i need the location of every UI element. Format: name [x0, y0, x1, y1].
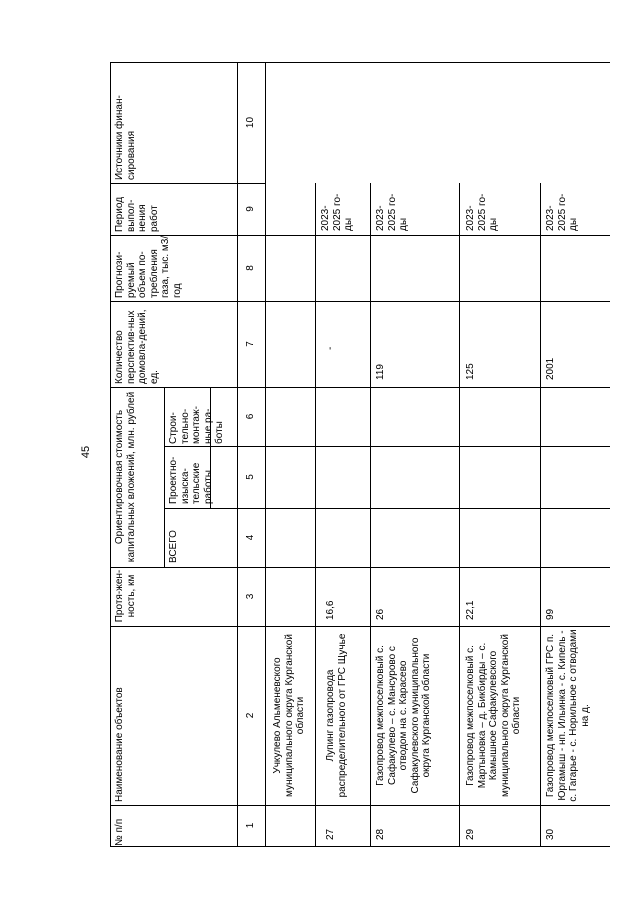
row-name: Газопровод межпоселковый с. Сафакулево – с. Мансурово с отводом на с. Карасево Сафакулевского муниципального округа Курганской области — [375, 637, 432, 794]
table-rule — [315, 183, 316, 846]
table-rule — [110, 62, 610, 63]
col-number: 6 — [245, 413, 256, 420]
header-sources: Источники финан-сирования — [114, 95, 137, 180]
col-number: 10 — [245, 116, 256, 129]
table-rule — [237, 62, 238, 846]
table-rule — [164, 508, 610, 509]
row-name: Газопровод межпоселковый ГРС п. Юргамыш - нп. Ильинка - с. Кипель - с. Гагарье - с. Норильное с отводами на д. — [545, 629, 591, 802]
table-rule — [540, 183, 541, 846]
col-number: 7 — [245, 341, 256, 347]
header-investment: Ориентировочная стоимость капитальных вложений, млн. рублей — [114, 391, 137, 563]
row-households: - — [325, 346, 336, 350]
header-gas: Прогнози-руемый объем по-требления газа, тыс. м3/год — [114, 235, 183, 298]
row-name: Учкулево Альменевского муниципального округа Курганской области — [272, 634, 306, 797]
col-number: 4 — [245, 534, 256, 541]
row-households: 119 — [375, 364, 386, 380]
col-number: 9 — [245, 206, 256, 212]
col-number: 2 — [245, 712, 256, 719]
table-rule — [110, 62, 111, 846]
row-num: 27 — [325, 828, 336, 840]
table-rule — [459, 183, 460, 846]
page-number: 45 — [80, 445, 92, 459]
table-rule — [110, 567, 610, 568]
row-num: 30 — [545, 828, 556, 840]
row-name: Лупинг газопровода распределительного от ГРС Щучье — [325, 633, 348, 798]
header-period: Период выпол-нения работ — [114, 196, 160, 232]
header-households: Количество перспектив-ных домовла-дений, ед. — [114, 309, 160, 384]
header-length: Протя-жен-ность, км — [114, 569, 137, 623]
row-length: 99 — [545, 608, 556, 620]
row-period: 2023-2025 го-ды — [465, 193, 499, 231]
table-rule — [110, 805, 610, 806]
table-rule — [110, 626, 610, 627]
row-period: 2023-2025 го-ды — [545, 193, 579, 231]
header-num: № п/п — [114, 818, 125, 846]
table-rule — [164, 387, 165, 567]
row-period: 2023-2025 го-ды — [375, 193, 409, 231]
col-number: 3 — [245, 593, 256, 600]
row-name: Газопровод межпоселковый с. Мартыновка – д. Бикбирды – с. Камышное Сафакулевского муниципального округа Курганской области — [465, 634, 522, 797]
table-rule — [265, 62, 266, 846]
row-households: 125 — [465, 363, 476, 380]
header-name: Наименование объектов — [114, 687, 125, 802]
row-length: 16,6 — [325, 600, 336, 620]
row-num: 29 — [465, 828, 476, 840]
col-number: 5 — [245, 474, 256, 480]
row-households: 2001 — [545, 357, 556, 380]
table-rule — [370, 183, 371, 846]
header-design: Проектно-изыска-тельские работы — [168, 456, 214, 504]
header-construction: Строи-тельно-монтаж-ные ра-боты — [168, 405, 225, 444]
row-num: 28 — [375, 828, 386, 840]
table-rule — [164, 446, 610, 447]
table-rule — [110, 301, 610, 302]
table-rule — [110, 235, 610, 236]
row-length: 22,1 — [465, 600, 476, 620]
row-period: 2023-2025 го-ды — [320, 193, 354, 231]
header-total: ВСЕГО — [168, 530, 179, 563]
col-number: 1 — [245, 822, 256, 829]
row-length: 26 — [375, 608, 386, 620]
table-rule — [110, 846, 610, 847]
col-number: 8 — [245, 265, 256, 271]
